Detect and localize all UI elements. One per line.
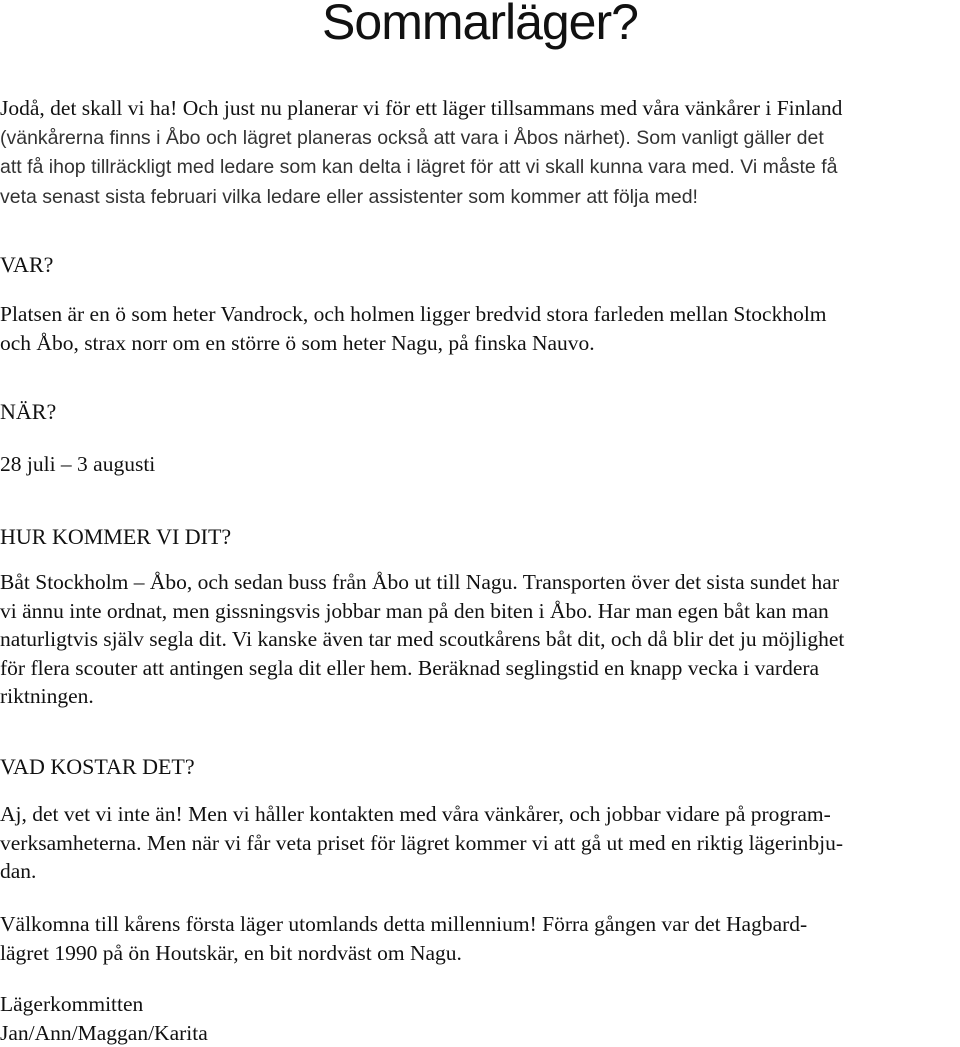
signature xyxy=(0,990,960,1047)
paragraph-line: vi ännu inte ordnat, men gissningsvis jobbar man på den biten i Åbo. Har man egen båt kan man xyxy=(0,597,960,626)
paragraph-line: för flera scouter att antingen segla dit eller hem. Beräknad seglingstid en knapp vecka i vardera xyxy=(0,654,960,683)
hur-paragraph xyxy=(0,568,960,711)
paragraph-line: Välkomna till kårens första läger utomlands detta millennium! Förra gången var det Hagbard- xyxy=(0,910,960,939)
paragraph-line: naturligtvis själv segla dit. Vi kanske även tar med scoutkårens båt dit, och då blir det ju möjlighet xyxy=(0,625,960,654)
section-heading-var: VAR? xyxy=(0,251,53,279)
paragraph-line: lägret 1990 på ön Houtskär, en bit nordväst om Nagu. xyxy=(0,939,960,968)
signature-line: Lägerkommitten xyxy=(0,990,960,1019)
closing-paragraph xyxy=(0,910,960,967)
var-paragraph xyxy=(0,300,960,357)
paragraph-line: och Åbo, strax norr om en större ö som heter Nagu, på finska Nauvo. xyxy=(0,329,960,358)
intro-line: Jodå, det skall vi ha! Och just nu planerar vi för ett läger tillsammans med våra vänkårer i Finland xyxy=(0,94,960,124)
paragraph-line: riktningen. xyxy=(0,682,960,711)
section-heading-hur: HUR KOMMER VI DIT? xyxy=(0,523,231,551)
nar-paragraph xyxy=(0,450,960,479)
intro-paragraph xyxy=(0,94,960,212)
signature-line: Jan/Ann/Maggan/Karita xyxy=(0,1019,960,1047)
page-title: Sommarläger? xyxy=(0,0,960,52)
paragraph-line: Platsen är en ö som heter Vandrock, och holmen ligger bredvid stora farleden mellan Stockholm xyxy=(0,300,960,329)
paragraph-line: 28 juli – 3 augusti xyxy=(0,450,960,479)
paragraph-line: Båt Stockholm – Åbo, och sedan buss från Åbo ut till Nagu. Transporten över det sista sundet har xyxy=(0,568,960,597)
intro-line: att få ihop tillräckligt med ledare som kan delta i lägret för att vi skall kunna vara med. Vi måste få xyxy=(0,153,960,183)
paragraph-line: dan. xyxy=(0,857,960,886)
intro-line: veta senast sista februari vilka ledare eller assistenter som kommer att följa med! xyxy=(0,183,960,213)
intro-line: (vänkårerna finns i Åbo och lägret planeras också att vara i Åbos närhet). Som vanligt gäller det xyxy=(0,124,960,154)
paragraph-line: verksamheterna. Men när vi får veta priset för lägret kommer vi att gå ut med en riktig lägerinbju- xyxy=(0,829,960,858)
kostar-paragraph xyxy=(0,800,960,886)
section-heading-kostar: VAD KOSTAR DET? xyxy=(0,753,195,781)
paragraph-line: Aj, det vet vi inte än! Men vi håller kontakten med våra vänkårer, och jobbar vidare på program- xyxy=(0,800,960,829)
section-heading-nar: NÄR? xyxy=(0,398,56,426)
